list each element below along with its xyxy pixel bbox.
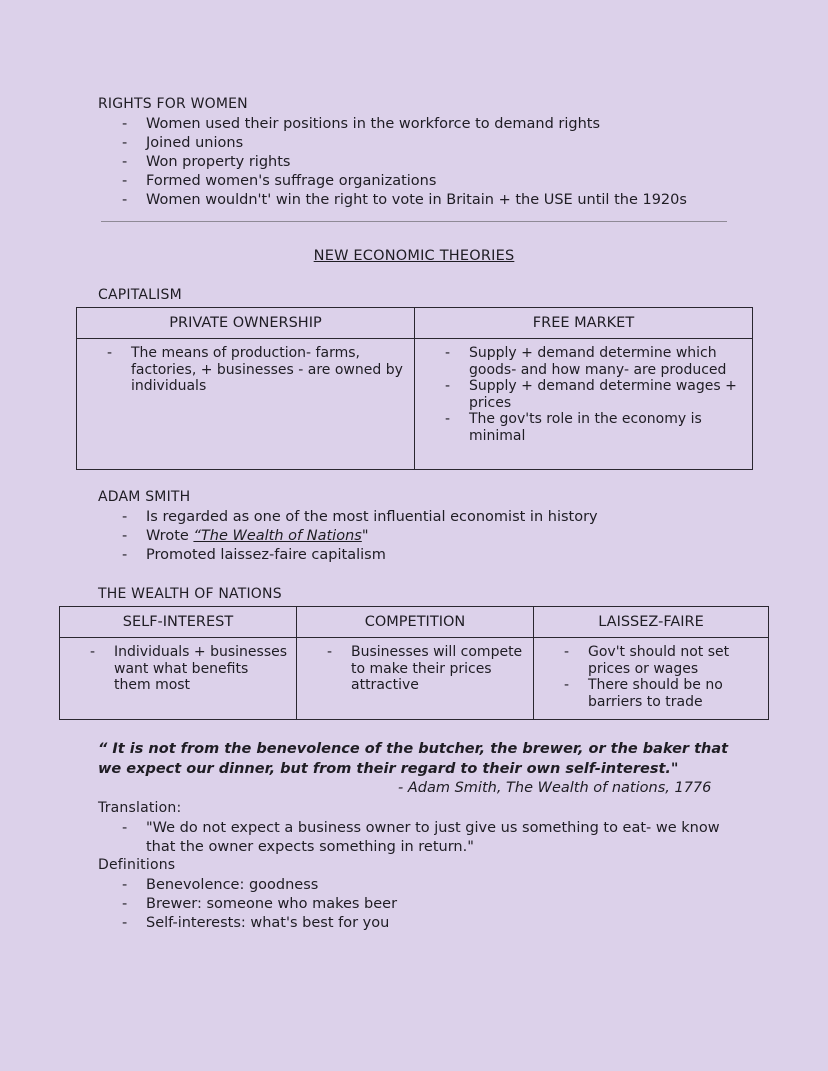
column-header-competition: COMPETITION bbox=[297, 607, 534, 638]
rights-heading: RIGHTS FOR WOMEN bbox=[98, 96, 248, 112]
wealth-table bbox=[59, 606, 769, 720]
wealth-heading: THE WEALTH OF NATIONS bbox=[98, 586, 282, 602]
adam-smith-list bbox=[98, 508, 778, 565]
list-item: - Gov't should not set prices or wages bbox=[542, 644, 760, 677]
definitions-heading: Definitions bbox=[98, 857, 176, 873]
list-item: - Is regarded as one of the most influential economist in history bbox=[98, 508, 778, 527]
list-item: - Businesses will compete to make their prices attractive bbox=[305, 644, 525, 694]
list-item: - Promoted laissez-faire capitalism bbox=[98, 546, 778, 565]
list-item: - Joined unions bbox=[98, 134, 778, 153]
translation-heading: Translation: bbox=[98, 800, 182, 816]
private-ownership-cell bbox=[77, 339, 415, 470]
capitalism-heading: CAPITALISM bbox=[98, 287, 182, 303]
translation-list bbox=[98, 819, 738, 857]
column-header-laissez-faire: LAISSEZ-FAIRE bbox=[534, 607, 769, 638]
list-item bbox=[98, 527, 778, 546]
list-item: - Supply + demand determine which goods- and how many- are produced bbox=[423, 345, 744, 378]
list-item: - The gov'ts role in the economy is minimal bbox=[423, 411, 744, 444]
list-item: - Women used their positions in the workforce to demand rights bbox=[98, 115, 778, 134]
list-item: - Women wouldn't' win the right to vote in Britain + the USE until the 1920s bbox=[98, 191, 778, 210]
capitalism-table bbox=[76, 307, 753, 470]
free-market-cell bbox=[415, 339, 753, 470]
column-header-private-ownership: PRIVATE OWNERSHIP bbox=[77, 308, 415, 339]
book-title: “The Wealth of Nations bbox=[193, 528, 362, 544]
list-item: - Formed women's suffrage organizations bbox=[98, 172, 778, 191]
definitions-list bbox=[98, 876, 738, 933]
list-item: - Supply + demand determine wages + prices bbox=[423, 378, 744, 411]
list-item: - There should be no barriers to trade bbox=[542, 677, 760, 710]
column-header-self-interest: SELF-INTEREST bbox=[60, 607, 297, 638]
quote-text: “ It is not from the benevolence of the butcher, the brewer, or the baker that we expect our dinner, but from their regard to their own self-interest." bbox=[98, 741, 729, 777]
competition-cell bbox=[297, 638, 534, 720]
list-item: - Won property rights bbox=[98, 153, 778, 172]
section-title: NEW ECONOMIC THEORIES bbox=[313, 248, 515, 264]
self-interest-cell bbox=[60, 638, 297, 720]
divider bbox=[101, 221, 727, 222]
rights-list bbox=[98, 115, 778, 210]
list-item: - The means of production- farms, factories, + businesses - are owned by individuals bbox=[85, 345, 406, 395]
list-item: - Self-interests: what's best for you bbox=[98, 914, 738, 933]
adam-smith-heading: ADAM SMITH bbox=[98, 489, 191, 505]
list-item: - Benevolence: goodness bbox=[98, 876, 738, 895]
list-item: - Brewer: someone who makes beer bbox=[98, 895, 738, 914]
laissez-faire-cell bbox=[534, 638, 769, 720]
list-item: - "We do not expect a business owner to just give us something to eat- we know that the owner expects something in return." bbox=[98, 819, 738, 857]
closing-quote: " bbox=[361, 528, 369, 544]
quote-attribution: - Adam Smith, The Wealth of nations, 1776 bbox=[398, 780, 712, 796]
column-header-free-market: FREE MARKET bbox=[415, 308, 753, 339]
list-item: - Individuals + businesses want what benefits them most bbox=[68, 644, 288, 694]
wrote-label: Wrote bbox=[146, 528, 194, 544]
